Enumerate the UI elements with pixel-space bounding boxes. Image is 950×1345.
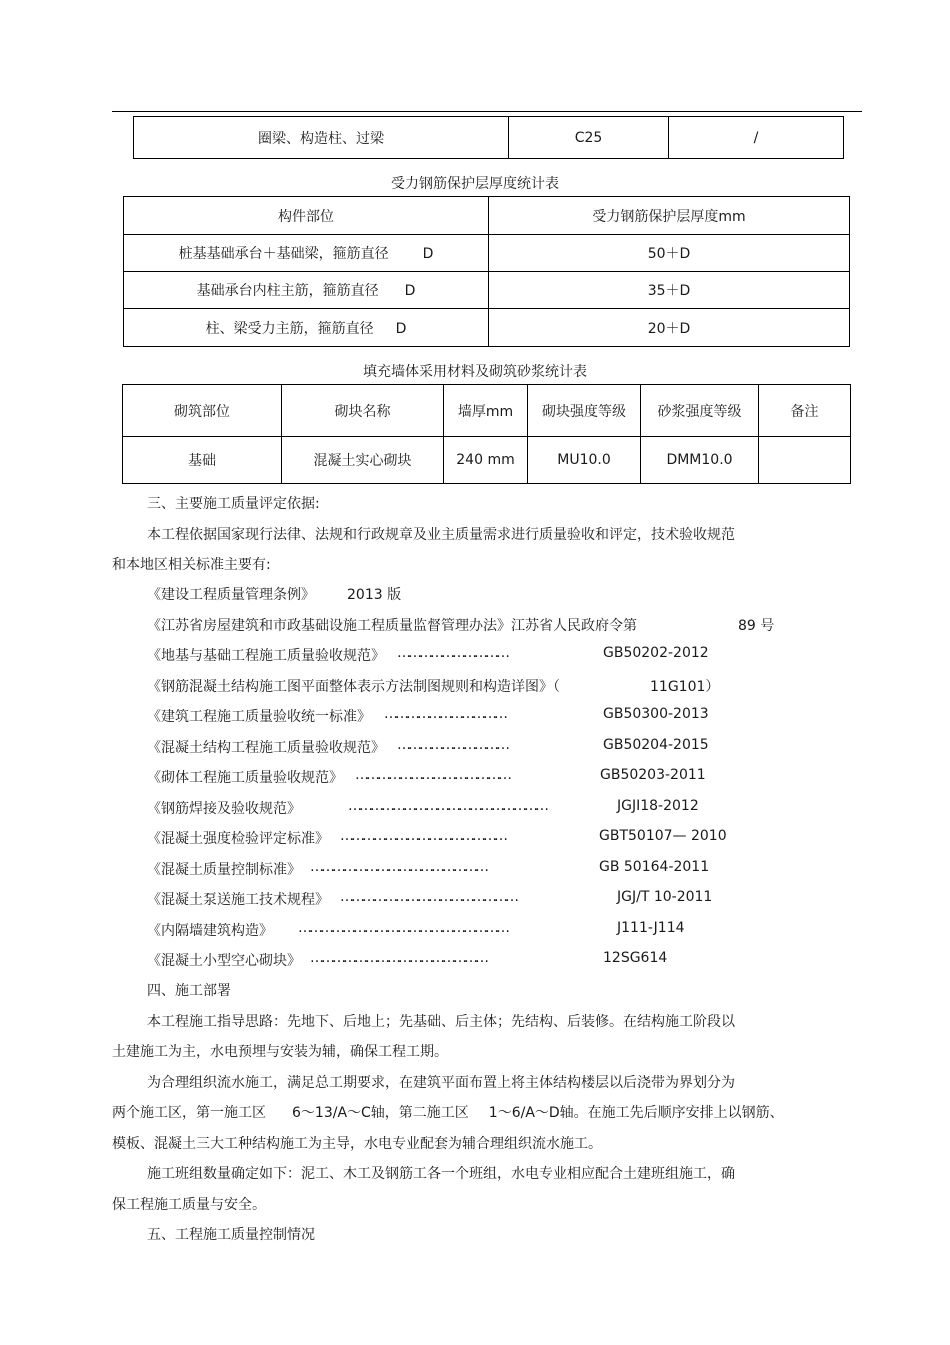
table-cell: 240 mm xyxy=(444,437,528,484)
reference-dots: ………………………… xyxy=(397,737,507,753)
cover-thickness-table xyxy=(123,196,850,347)
part-text: 柱、梁受力主筋，箍筋直径 xyxy=(205,320,374,337)
reference-dots: ………………………………………………… xyxy=(298,920,507,936)
table-row xyxy=(124,309,850,347)
paragraph-line: 和本地区相关标准主要有: xyxy=(112,557,271,573)
table-cell: 圈梁、构造柱、过梁 xyxy=(134,117,509,159)
column-header: 砌块强度等级 xyxy=(528,385,641,437)
reference-code: GB50203-2011 xyxy=(600,767,706,783)
part-text: 基础承台内柱主筋，箍筋直径 xyxy=(196,283,379,299)
table-cell xyxy=(124,309,489,347)
reference-name: 《混凝土结构工程施工质量验收规范》 xyxy=(147,740,385,756)
reference-code: GB50202-2012 xyxy=(603,645,709,661)
table-header-row xyxy=(124,197,850,235)
column-header: 备注 xyxy=(759,385,851,437)
reference-name: 《建设工程质量管理条例》 xyxy=(147,587,315,603)
reference-dots: ………………………………………… xyxy=(340,889,516,905)
part-text: 桩基基础承台＋基础梁，箍筋直径 xyxy=(178,246,389,262)
d-symbol: D xyxy=(422,246,434,262)
text-segment: 1～6/A～D轴。在施工先后顺序安排上以钢筋、 xyxy=(488,1105,784,1121)
infill-wall-table xyxy=(122,384,851,484)
reference-name: 《江苏省房屋建筑和市政基础设施工程质量监督管理办法》江苏省人民政府令第 xyxy=(147,618,637,634)
reference-name: 《地基与基础工程施工质量验收规范》 xyxy=(147,648,385,664)
table-cell: 35＋D xyxy=(489,272,850,309)
paragraph-line: 模板、混凝土三大工种结构施工为主导，水电专业配套为辅合理组织流水施工。 xyxy=(112,1136,602,1152)
table-cell: MU10.0 xyxy=(528,437,641,484)
reference-code: GB50300-2013 xyxy=(603,706,709,722)
reference-code: 11G101） xyxy=(650,679,720,695)
section4-heading: 四、施工部署 xyxy=(147,983,231,999)
reference-dots: ……………………………………… xyxy=(340,828,505,844)
cover-table-caption: 受力钢筋保护层厚度统计表 xyxy=(391,176,559,192)
reference-code: 12SG614 xyxy=(603,950,668,966)
reference-name: 《砌体工程施工质量验收规范》 xyxy=(147,770,343,786)
text-segment: 6～13/A～C轴，第二施工区 xyxy=(292,1105,469,1121)
column-header: 砌筑部位 xyxy=(123,385,282,437)
top-rule xyxy=(112,111,862,112)
table-cell: 20＋D xyxy=(489,309,850,347)
table-cell: DMM10.0 xyxy=(641,437,759,484)
paragraph-line xyxy=(112,1102,784,1122)
column-header: 墙厚mm xyxy=(444,385,528,437)
reference-code: 89 号 xyxy=(738,618,775,634)
reference-dots: ……………………………………………… xyxy=(348,798,546,814)
column-header: 受力钢筋保护层厚度mm xyxy=(489,197,850,235)
text-segment: 两个施工区，第一施工区 xyxy=(112,1105,266,1121)
paragraph-line: 为合理组织流水施工，满足总工期要求，在建筑平面布置上将主体结构楼层以后浇带为界划分为 xyxy=(147,1075,735,1091)
d-symbol: D xyxy=(395,320,407,337)
table-cell xyxy=(759,437,851,484)
grade-table-continuation xyxy=(133,116,844,159)
reference-code: GBT50107— 2010 xyxy=(599,828,727,844)
paragraph-line: 本工程施工指导思路：先地下、后地上；先基础、后主体；先结构、后装修。在结构施工阶段以 xyxy=(147,1014,735,1030)
table-cell xyxy=(124,235,489,272)
table-cell: C25 xyxy=(509,117,669,159)
table-row xyxy=(124,272,850,309)
reference-code: JGJ/T 10-2011 xyxy=(617,889,713,905)
paragraph-line: 施工班组数量确定如下：泥工、木工及钢筋工各一个班组，水电专业相应配合土建班组施工，确 xyxy=(147,1166,735,1182)
reference-code: GB50204-2015 xyxy=(603,737,709,753)
table-cell: 50＋D xyxy=(489,235,850,272)
reference-dots: …………………………………… xyxy=(355,767,509,783)
reference-code: JGJI18-2012 xyxy=(617,798,699,814)
reference-name: 《混凝土质量控制标准》 xyxy=(147,862,301,878)
reference-name: 《混凝土强度检验评定标准》 xyxy=(147,831,329,847)
column-header: 砂浆强度等级 xyxy=(641,385,759,437)
reference-dots: ………………………… xyxy=(397,645,507,661)
table-cell: 混凝土实心砌块 xyxy=(282,437,444,484)
table-cell: 基础 xyxy=(123,437,282,484)
table-row xyxy=(124,235,850,272)
reference-name: 《混凝土小型空心砌块》 xyxy=(147,953,301,969)
column-header: 砌块名称 xyxy=(282,385,444,437)
column-header: 构件部位 xyxy=(124,197,489,235)
reference-dots: ………………………………………… xyxy=(310,950,486,966)
d-symbol: D xyxy=(404,283,416,299)
reference-name: 《钢筋混凝土结构施工图平面整体表示方法制图规则和构造详图》（ xyxy=(147,679,560,695)
table-row xyxy=(123,437,851,484)
reference-name: 《钢筋焊接及验收规范》 xyxy=(147,801,301,817)
reference-code: GB 50164-2011 xyxy=(599,859,710,875)
table-cell: / xyxy=(669,117,844,159)
reference-dots: ………………………………………… xyxy=(310,859,486,875)
reference-dots: …………………………… xyxy=(384,706,505,722)
reference-code: 2013 版 xyxy=(347,587,402,603)
paragraph-line: 本工程依据国家现行法律、法规和行政规章及业主质量需求进行质量验收和评定，技术验收规范 xyxy=(147,527,735,543)
table-header-row xyxy=(123,385,851,437)
infill-table-caption: 填充墙体采用材料及砌筑砂浆统计表 xyxy=(363,364,587,380)
paragraph-line: 土建施工为主，水电预埋与安装为辅，确保工程工期。 xyxy=(112,1044,448,1060)
reference-name: 《混凝土泵送施工技术规程》 xyxy=(147,892,329,908)
reference-name: 《建筑工程施工质量验收统一标准》 xyxy=(147,709,371,725)
section5-heading: 五、工程施工质量控制情况 xyxy=(147,1227,315,1243)
table-row xyxy=(134,117,844,159)
reference-code: J111-J114 xyxy=(617,920,685,936)
section3-heading: 三、主要施工质量评定依据: xyxy=(147,496,320,512)
table-cell xyxy=(124,272,489,309)
paragraph-line: 保工程施工质量与安全。 xyxy=(112,1197,266,1213)
reference-name: 《内隔墙建筑构造》 xyxy=(147,923,273,939)
